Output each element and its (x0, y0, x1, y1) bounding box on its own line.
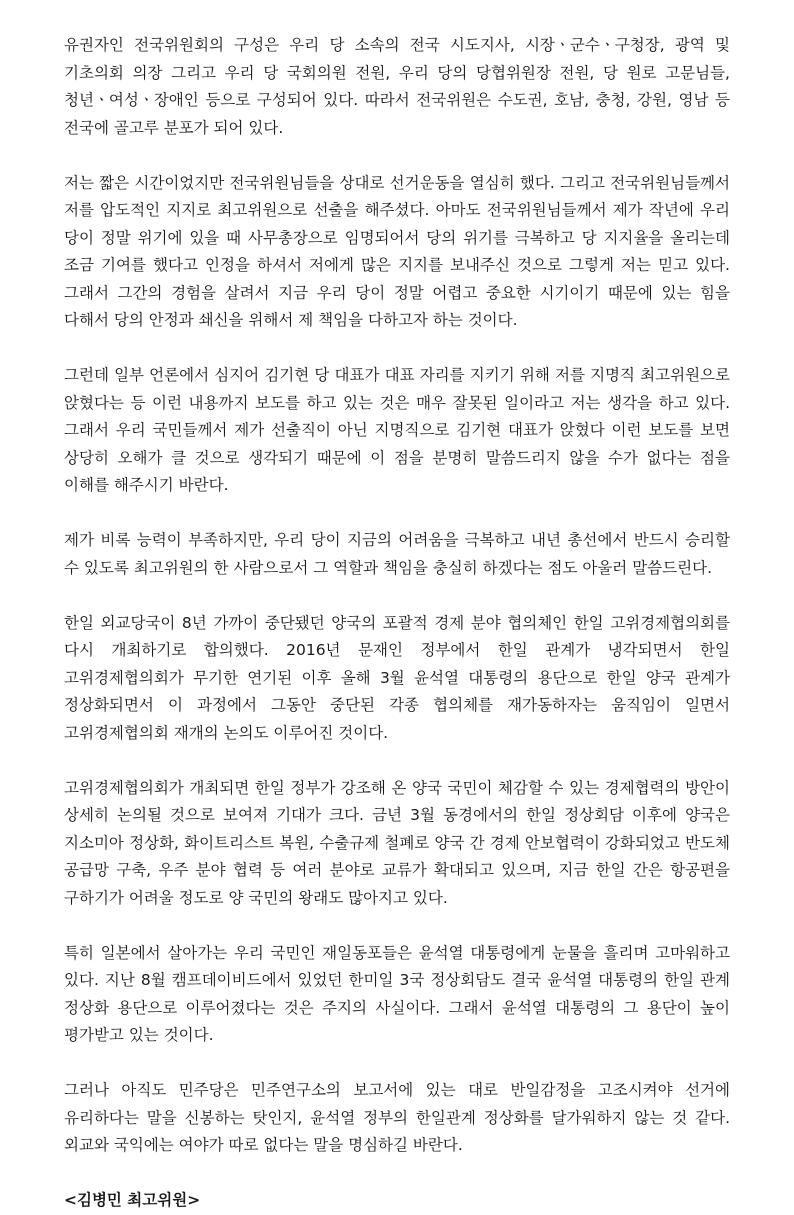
document-body (64, 32, 730, 1215)
paragraph-2: 저는 짧은 시간이었지만 전국위원님들을 상대로 선거운동을 열심히 했다. 그리고 전국위원님들께서 저를 압도적인 지지로 최고위원으로 선출을 해주셨다. 아마도 전국위원님들께서 제가 작년에 우리 당이 정말 위기에 있을 때 사무총장으로 임명되어서 당의 위기를 극복하고 당 지지율을 올리는데 조금 기여를 했다고 인정을 하셔서 저에게 많은 지지를 보내주신 것으로 그렇게 저는 믿고 있다. 그래서 그간의 경험을 살려서 지금 우리 당이 정말 어렵고 중요한 시기이기 때문에 있는 힘을 다해서 당의 안정과 쇄신을 위해서 제 책임을 다하고자 하는 것이다. (64, 173, 730, 329)
paragraph-5: 한일 외교당국이 8년 가까이 중단됐던 양국의 포괄적 경제 분야 협의체인 한일 고위경제협의회를 다시 개최하기로 합의했다. 2016년 문재인 정부에서 한일 관계가 냉각되면서 한일 고위경제협의회가 무기한 연기된 이후 올해 3월 윤석열 대통령의 용단으로 한일 양국 관계가 정상화되면서 이 과정에서 그동안 중단된 각종 협의체를 재가동하자는 움직임이 일면서 고위경제협의회 재개의 논의도 이루어진 것이다. (64, 613, 730, 742)
paragraph-4: 제가 비록 능력이 부족하지만, 우리 당이 지금의 어려움을 극복하고 내년 총선에서 반드시 승리할 수 있도록 최고위원의 한 사람으로서 그 역할과 책임을 충실히 하겠다는 점도 아울러 말씀드린다. (64, 531, 730, 577)
paragraph-3: 그런데 일부 언론에서 심지어 김기현 당 대표가 대표 자리를 지키기 위해 저를 지명직 최고위원으로 앉혔다는 등 이런 내용까지 보도를 하고 있는 것은 매우 잘못된 일이라고 저는 생각을 하고 있다. 그래서 우리 국민들께서 제가 선출직이 아닌 지명직으로 김기현 대표가 앉혔다 이런 보도를 보면 상당히 오해가 클 것으로 생각되기 때문에 이 점을 분명히 말씀드리지 않을 수가 없다는 점을 이해를 해주시기 바란다. (64, 366, 730, 494)
paragraph-8: 그러나 아직도 민주당은 민주연구소의 보고서에 있는 대로 반일감정을 고조시켜야 선거에 유리하다는 말을 신봉하는 탓인지, 윤석열 정부의 한일관계 정상화를 달가워하지 않는 것 같다. 외교와 국익에는 여야가 따로 없다는 말을 명심하길 바란다. (64, 1081, 730, 1154)
paragraph-7: 특히 일본에서 살아가는 우리 국민인 재일동포들은 윤석열 대통령에게 눈물을 흘리며 고마워하고 있다. 지난 8월 캠프데이비드에서 있었던 한미일 3국 정상회담도 결국 윤석열 대통령의 한일 관계 정상화 용단으로 이루어졌다는 것은 주지의 사실이다. 그래서 윤석열 대통령의 그 용단이 높이 평가받고 있는 것이다. (64, 943, 730, 1044)
paragraph-1: 유권자인 전국위원회의 구성은 우리 당 소속의 전국 시도지사, 시장ㆍ군수ㆍ구청장, 광역 및 기초의회 의장 그리고 우리 당 국회의원 전원, 우리 당의 당협위원장 전원, 당 원로 고문님들, 청년ㆍ여성ㆍ장애인 등으로 구성되어 있다. 따라서 전국위원은 수도권, 호남, 충청, 강원, 영남 등 전국에 골고루 분포가 되어 있다. (64, 36, 730, 137)
paragraph-6: 고위경제협의회가 개최되면 한일 정부가 강조해 온 양국 국민이 체감할 수 있는 경제협력의 방안이 상세히 논의될 것으로 보여져 기대가 크다. 금년 3월 동경에서의 한일 정상회담 이후에 양국은 지소미아 정상화, 화이트리스트 복원, 수출규제 철폐로 양국 간 경제 안보협력이 강화되었고 반도체 공급망 구축, 우주 분야 협력 등 여러 분야로 교류가 확대되고 있으며, 지금 한일 간은 항공편을 구하기가 어려울 정도로 양 국민의 왕래도 많아지고 있다. (64, 778, 730, 907)
speaker-signature: <김병민 최고위원> (64, 1191, 201, 1209)
